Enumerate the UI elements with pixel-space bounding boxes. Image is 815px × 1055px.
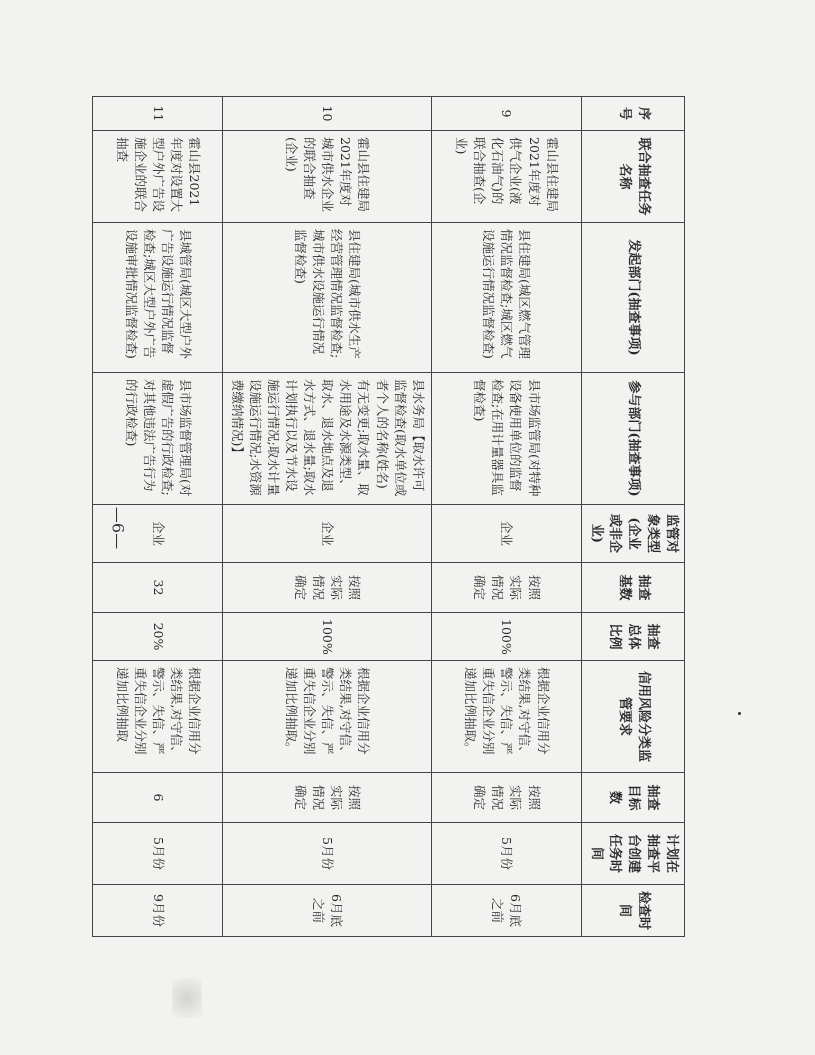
cell-object-type: 企业	[431, 505, 581, 563]
table-header-row	[581, 97, 684, 937]
header-initiator: 发起部门(抽查事项)	[581, 223, 684, 373]
cell-check-time: 6月底之前	[223, 885, 431, 937]
cell-task-name: 霍山县住建局2021年度对供气企业(液化石油气)的联合抽查(企业)	[431, 131, 581, 223]
header-seq: 序号	[581, 97, 684, 131]
inspection-table-wrapper	[114, 96, 685, 936]
cell-check-time: 6月底之前	[431, 885, 581, 937]
cell-base: 按照实际情况确定	[223, 563, 431, 613]
cell-base: 按照实际情况确定	[431, 563, 581, 613]
cell-target: 按照实际情况确定	[431, 773, 581, 823]
cell-target: 6	[93, 773, 223, 823]
cell-ratio: 20%	[93, 613, 223, 661]
cell-seq: 10	[223, 97, 431, 131]
cell-credit: 根据企业信用分类结果,对守信、警示、失信、严重失信企业分别递加比例抽取。	[223, 661, 431, 773]
header-plan-time: 计划在抽查平台创建任务时间	[581, 823, 684, 885]
cell-object-type: 企业	[223, 505, 431, 563]
header-object-type: 监管对象类型(企业或非企业)	[581, 505, 684, 563]
cell-plan-time: 5月份	[431, 823, 581, 885]
table-row	[223, 97, 431, 937]
cell-seq: 11	[93, 97, 223, 131]
page-number: —6—	[108, 506, 128, 550]
cell-participant: 县水务局【取水许可监督检查(取水单位或者个人的名称(姓名)有无变更;取水量、取水用途及水源类型、取水、退水地点及退水方式、退水量;取水计划执行以及节水设施运行情况;取水计量设施运行情况;水资源费缴纳情况)】	[223, 373, 431, 505]
cell-task-name: 霍山县住建局2021年度对城市供水企业的联合抽查(企业)	[223, 131, 431, 223]
scan-shadow	[172, 978, 202, 1018]
header-task-name: 联合抽查任务名称	[581, 131, 684, 223]
cell-credit: 根据企业信用分类结果,对守信、警示、失信、严重失信企业分别递加比例抽取。	[431, 661, 581, 773]
cell-initiator: 县住建局(城市供水生产经营管理情况监督检查;城市供水设施运行情况监督检查)	[223, 223, 431, 373]
cell-task-name: 霍山县2021年度对设置大型户外广告设施企业的联合抽查	[93, 131, 223, 223]
header-participant: 参与部门(抽查事项)	[581, 373, 684, 505]
cell-base: 32	[93, 563, 223, 613]
cell-credit: 根据企业信用分类结果,对守信、警示、失信、严重失信企业分别递加比例抽取	[93, 661, 223, 773]
cell-initiator: 县城管局(城区大型户外广告设施运行情况监督检查;城区大型户外广告设施审批情况监督检查)	[93, 223, 223, 373]
cell-seq: 9	[431, 97, 581, 131]
header-check-time: 检查时间	[581, 885, 684, 937]
header-ratio: 抽查总体比例	[581, 613, 684, 661]
table-row	[431, 97, 581, 937]
scan-speck	[738, 712, 741, 715]
header-base: 抽查基数	[581, 563, 684, 613]
cell-plan-time: 5月份	[223, 823, 431, 885]
table-row	[93, 97, 223, 937]
cell-initiator: 县住建局(城区燃气管理情况监督检查;城区燃气设施运行情况监督检查)	[431, 223, 581, 373]
cell-ratio: 100%	[431, 613, 581, 661]
joint-inspection-table	[92, 96, 685, 937]
cell-target: 按照实际情况确定	[223, 773, 431, 823]
cell-object-type: 企业	[93, 505, 223, 563]
cell-participant: 县市场监管局(对特种设备使用单位的监督检查;在用计量器具监督检查)	[431, 373, 581, 505]
cell-participant: 县市场监督管理局(对虚假广告的行政检查;对其他违法广告行为的行政检查)	[93, 373, 223, 505]
header-target: 抽查目标数	[581, 773, 684, 823]
cell-ratio: 100%	[223, 613, 431, 661]
cell-plan-time: 5月份	[93, 823, 223, 885]
cell-check-time: 9月份	[93, 885, 223, 937]
header-credit: 信用风险分类监管要求	[581, 661, 684, 773]
